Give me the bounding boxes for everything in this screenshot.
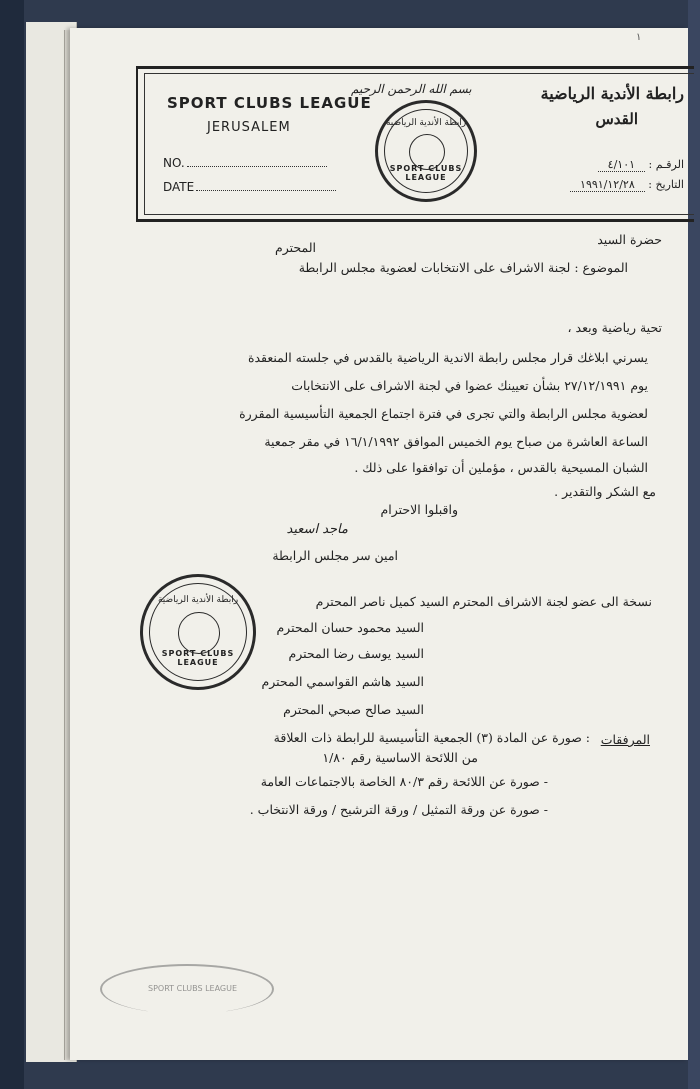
letterhead-frame xyxy=(144,73,694,215)
honorific: المحترم xyxy=(275,240,316,255)
seal-mid-text-ar: رابطة الأندية الرياضية xyxy=(157,594,239,605)
faded-seal-text: SPORT CLUBS LEAGUE xyxy=(148,984,238,993)
seal-text-ar: رابطة الأندية الرياضية xyxy=(385,118,467,129)
reference-label: الرقـم xyxy=(655,158,684,171)
city-name-en: JERUSALEM xyxy=(207,120,291,135)
closing-line: واقبلوا الاحترام xyxy=(380,502,458,517)
attachment-line-3: - صورة عن اللائحة رقم ٨٠/٣ الخاصة بالاجتماعات العامة xyxy=(260,774,548,789)
copy-recipient-3: السيد هاشم القواسمي المحترم xyxy=(261,674,424,689)
date-value: ١٩٩١/١٢/٢٨ xyxy=(570,178,645,192)
reference-value: ٤/١٠١ xyxy=(598,158,645,172)
attachment-line-1: : صورة عن المادة (٣) الجمعية التأسيسية للرابطة ذات العلاقة xyxy=(273,730,590,745)
league-name-en: SPORT CLUBS LEAGUE xyxy=(167,94,372,112)
number-label: NO. xyxy=(163,156,185,170)
letter-page xyxy=(70,28,688,1060)
city-name-ar: القدس xyxy=(595,110,638,128)
date-field xyxy=(163,180,336,194)
signer-name: ماجد اسعيد xyxy=(286,522,348,537)
date-row-ar: التاريخ : ١٩٩١/١٢/٢٨ xyxy=(484,178,684,191)
copy-recipient-1: السيد محمود حسان المحترم xyxy=(276,620,424,635)
attachment-line-4: - صورة عن ورقة التمثيل / ورقة الترشيح / ورقة الانتخاب . xyxy=(249,802,548,817)
league-name-ar: رابطة الأندية الرياضية xyxy=(540,84,684,103)
date-label-en: DATE xyxy=(163,180,195,194)
seal-text-en: SPORT CLUBS LEAGUE xyxy=(389,163,463,182)
attachments-label: المرفقات xyxy=(600,732,650,747)
copy-recipient-2: السيد يوسف رضا المحترم xyxy=(288,646,424,661)
reference-row: الرقـم : ٤/١٠١ xyxy=(484,158,684,171)
attachment-line-2: من اللائحة الاساسية رقم ١/٨٠ xyxy=(322,750,478,765)
body-line-2: يوم ٢٧/١٢/١٩٩١ بشأن تعيينك عضوا في لجنة الاشراف على الانتخابات xyxy=(291,378,648,393)
date-label-ar: التاريخ xyxy=(655,178,684,191)
greeting: تحية رياضية وبعد ، xyxy=(567,320,662,335)
signer-title: امين سر مجلس الرابطة xyxy=(272,548,398,563)
subject-line: الموضوع : لجنة الاشراف على الانتخابات لعضوية مجلس الرابطة xyxy=(298,260,628,275)
faded-seal-bottom xyxy=(100,964,274,1014)
body-line-3: لعضوية مجلس الرابطة والتي تجرى في فترة اجتماع الجمعية التأسيسية المقررة xyxy=(239,406,648,421)
seal-mid-text-en: SPORT CLUBS LEAGUE xyxy=(161,649,235,668)
league-seal-top xyxy=(375,100,477,202)
page-number: ١ xyxy=(636,32,642,43)
body-line-4: الساعة العاشرة من صباح يوم الخميس الموافق ١٦/١/١٩٩٢ في مقر جمعية xyxy=(264,434,648,449)
body-line-1: يسرني ابلاغك قرار مجلس رابطة الاندية الرياضية بالقدس في جلسته المنعقدة xyxy=(247,350,648,365)
thanks-line: مع الشكر والتقدير . xyxy=(554,484,656,499)
recipient: حضرة السيد xyxy=(597,232,662,247)
letterhead xyxy=(136,66,694,222)
copy-recipient-4: السيد صالح صبحي المحترم xyxy=(283,702,424,717)
league-seal-middle xyxy=(140,574,256,690)
binder-left-edge xyxy=(0,0,24,1089)
body-line-5: الشبان المسيحية بالقدس ، مؤملين أن توافقوا على ذلك . xyxy=(354,460,648,475)
copies-intro: نسخة الى عضو لجنة الاشراف المحترم السيد كميل ناصر المحترم xyxy=(315,594,652,609)
number-field xyxy=(163,156,327,170)
basmala: بسم الله الرحمن الرحيم xyxy=(351,82,472,96)
